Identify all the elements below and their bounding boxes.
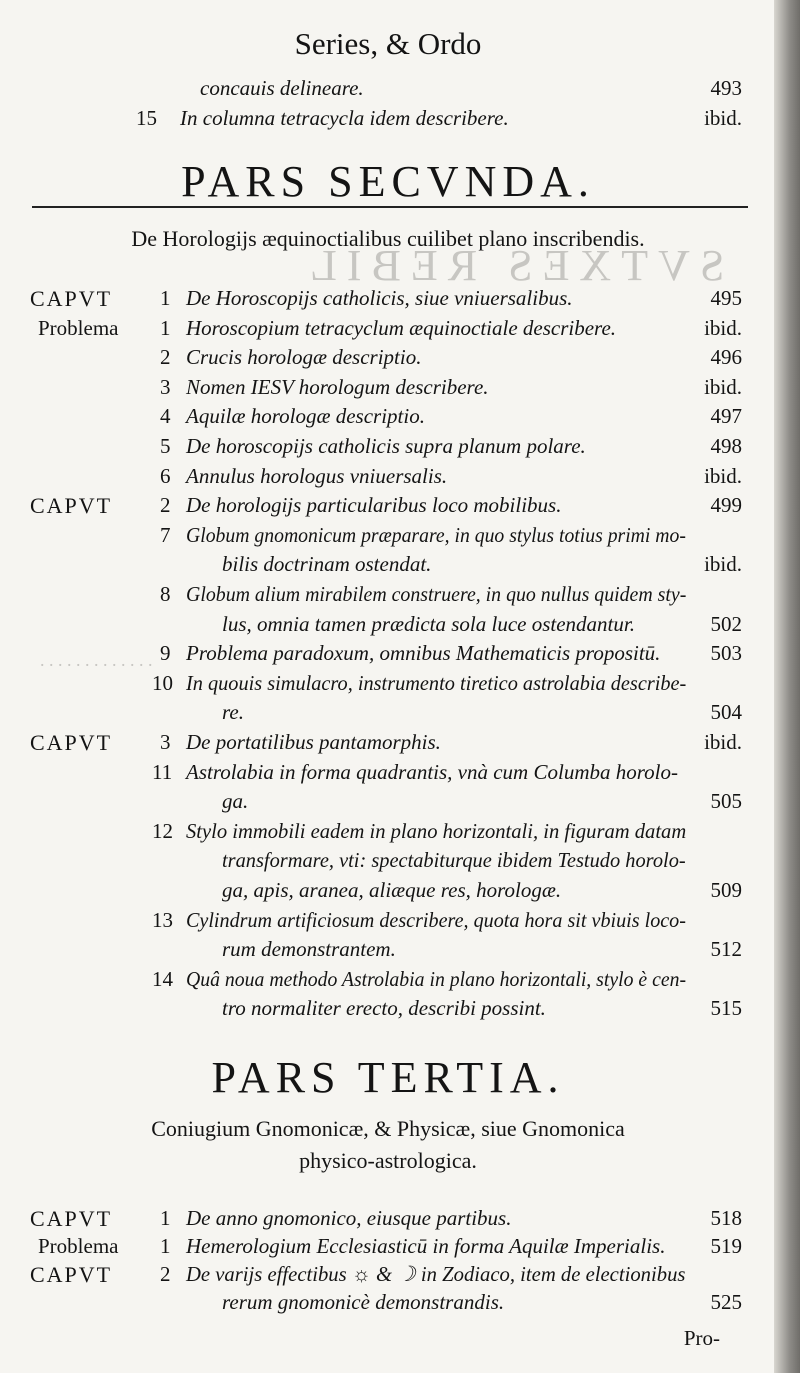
entry-page: 498: [710, 434, 742, 458]
entry-text: Annulus horologus vniuersalis.: [186, 463, 448, 488]
entry-text: De Horoscopijs catholicis, siue vniuersalibus.: [186, 286, 573, 310]
entry-page: 497: [710, 404, 742, 429]
entry-page: 493: [710, 76, 742, 100]
running-head: Series, & Ordo: [294, 26, 482, 61]
entry-page: 495: [710, 286, 742, 310]
entry-text: De varijs effectibus ☼ & ☽ in Zodiaco, item de electionibus: [186, 1262, 686, 1286]
entry-page: 515: [710, 996, 742, 1021]
entry-text: ga.: [222, 789, 249, 814]
entry-page: 499: [710, 493, 742, 518]
toc-entry: [0, 878, 776, 906]
toc-entry: [0, 582, 776, 610]
toc-entry: [0, 908, 776, 936]
toc-entry: [0, 1290, 776, 1318]
entry-number: 1: [160, 315, 171, 340]
entry-number: 1: [160, 1206, 171, 1230]
toc-entry: [0, 1262, 776, 1290]
entry-page: 503: [710, 641, 742, 666]
entry-text: rum demonstrantem.: [222, 937, 396, 962]
part-subtitle: physico-astrologica.: [299, 1148, 477, 1173]
part-subtitle: De Horologijs æquinoctialibus cuilibet plano inscribendis.: [131, 226, 645, 251]
entry-text: lus, omnia tamen prædicta sola luce ostendantur.: [222, 611, 635, 636]
entry-text: Globum gnomonicum præparare, in quo stylus totius primi mo-: [186, 522, 686, 547]
divider: [32, 206, 748, 208]
show-through-text: . . . . . . . . . . . . .: [40, 650, 153, 670]
toc-entry: [0, 937, 776, 965]
toc-entry: [0, 1234, 776, 1262]
entry-number: 10: [152, 670, 173, 695]
entry-text: De anno gnomonico, eiusque partibus.: [186, 1206, 512, 1230]
toc-entry: [0, 345, 776, 373]
entry-tag: CAPVT: [30, 286, 113, 311]
entry-text: De horologijs particularibus loco mobilibus.: [186, 493, 562, 518]
toc-entry: [0, 671, 776, 699]
entry-number: 15: [136, 106, 157, 130]
toc-entry: [0, 286, 776, 314]
entry-number: 14: [152, 966, 173, 991]
entry-text: Crucis horologæ descriptio.: [186, 345, 422, 370]
entry-tag: CAPVT: [30, 1206, 113, 1231]
toc-entry: [0, 641, 776, 669]
toc-entry: [0, 523, 776, 551]
toc-entry: [0, 760, 776, 788]
entry-text: rerum gnomonicè demonstrandis.: [222, 1290, 505, 1314]
entry-page: 505: [710, 789, 742, 814]
entry-text: Horoscopium tetracyclum æquinoctiale describere.: [186, 315, 617, 340]
entry-page: 518: [710, 1206, 742, 1230]
entry-number: 6: [160, 463, 171, 488]
part-title: PARS SECVNDA.: [181, 157, 595, 206]
entry-text: transformare, vti: spectabiturque ibidem Testudo horolo-: [222, 848, 686, 873]
entry-number: 1: [160, 1234, 171, 1258]
entry-number: 2: [160, 345, 171, 370]
catchword: Pro-: [683, 1326, 720, 1350]
toc-entry: [0, 404, 776, 432]
entry-tag: CAPVT: [30, 730, 113, 755]
entry-page: 502: [710, 611, 742, 636]
toc-entry: [0, 730, 776, 758]
toc-entry: [0, 316, 776, 344]
entry-page: ibid.: [704, 463, 742, 488]
entry-text: De portatilibus pantamorphis.: [186, 730, 441, 754]
toc-entry: [0, 434, 776, 462]
toc-entry: [0, 612, 776, 640]
entry-text: Hemerologium Ecclesiasticū in forma Aquilæ Imperialis.: [186, 1234, 666, 1258]
toc-entry: [0, 819, 776, 847]
toc-entry: [0, 493, 776, 521]
entry-text: Globum alium mirabilem construere, in quo nullus quidem sty-: [186, 582, 687, 606]
toc-entry: [0, 76, 776, 104]
entry-tag: CAPVT: [30, 493, 113, 519]
toc-entry: [0, 996, 776, 1024]
entry-page: 509: [710, 878, 742, 902]
entry-page: 496: [710, 345, 742, 370]
entry-text: Cylindrum artificiosum describere, quota hora sit vbiuis loco-: [186, 907, 686, 932]
toc-entry: [0, 967, 776, 995]
entry-page: ibid.: [704, 730, 742, 754]
entry-number: 2: [160, 1262, 171, 1286]
entry-number: 1: [160, 286, 171, 310]
entry-number: 3: [160, 374, 171, 399]
entry-tag: Problema: [38, 1234, 119, 1258]
entry-text: Aquilæ horologæ descriptio.: [186, 404, 425, 429]
entry-number: 11: [152, 759, 173, 784]
toc-entry: [0, 106, 776, 134]
entry-page: ibid.: [704, 374, 742, 399]
entry-text: tro normaliter erecto, describi possint.: [222, 996, 546, 1021]
entry-number: 8: [160, 582, 171, 606]
entry-number: 12: [152, 818, 173, 843]
entry-text: Quâ noua methodo Astrolabia in plano horizontali, stylo è cen-: [186, 966, 687, 991]
toc-entry: [0, 375, 776, 403]
entry-number: 2: [160, 493, 171, 518]
entry-number: 5: [160, 434, 171, 458]
entry-text: Nomen IESV horologum describere.: [186, 374, 489, 399]
entry-text: In columna tetracycla idem describere.: [180, 106, 509, 130]
toc-entry: [0, 1206, 776, 1234]
entry-page: ibid.: [704, 315, 742, 340]
entry-page: ibid.: [704, 106, 742, 130]
part-title: PARS TERTIA.: [211, 1053, 565, 1102]
entry-text: ga, apis, aranea, aliæque res, horologæ.: [222, 878, 562, 902]
show-through-text: SVTXES REBIL: [300, 241, 725, 290]
toc-entry: [0, 789, 776, 817]
part-subtitle: Coniugium Gnomonicæ, & Physicæ, siue Gnomonica: [151, 1116, 625, 1141]
entry-page: ibid.: [704, 552, 742, 577]
entry-number: 13: [152, 907, 173, 932]
entry-text: bilis doctrinam ostendat.: [222, 552, 432, 577]
entry-number: 3: [160, 730, 171, 754]
entry-text: Problema paradoxum, omnibus Mathematicis propositū.: [186, 641, 661, 666]
entry-page: 519: [710, 1234, 742, 1258]
entry-number: 9: [160, 641, 171, 666]
entry-number: 7: [160, 522, 171, 547]
entry-text: In quouis simulacro, instrumento tiretico astrolabia describe-: [186, 670, 687, 695]
entry-text: Astrolabia in forma quadrantis, vnà cum Columba horolo-: [186, 759, 678, 784]
entry-tag: Problema: [38, 315, 119, 340]
page-edge-shadow: [774, 0, 800, 1373]
toc-entry: [0, 700, 776, 728]
entry-text: De horoscopijs catholicis supra planum polare.: [186, 434, 586, 458]
entry-page: 504: [710, 700, 742, 725]
toc-entry: [0, 552, 776, 580]
catchword-line: [0, 1326, 776, 1354]
toc-entry: [0, 464, 776, 492]
toc-entry: [0, 848, 776, 876]
entry-tag: CAPVT: [30, 1262, 113, 1287]
entry-page: 512: [710, 937, 742, 962]
entry-number: 4: [160, 404, 171, 429]
entry-text: Stylo immobili eadem in plano horizontali, in figuram datam: [186, 818, 687, 843]
entry-text: re.: [222, 700, 244, 725]
entry-page: 525: [710, 1290, 742, 1314]
entry-text: concauis delineare.: [200, 76, 364, 100]
